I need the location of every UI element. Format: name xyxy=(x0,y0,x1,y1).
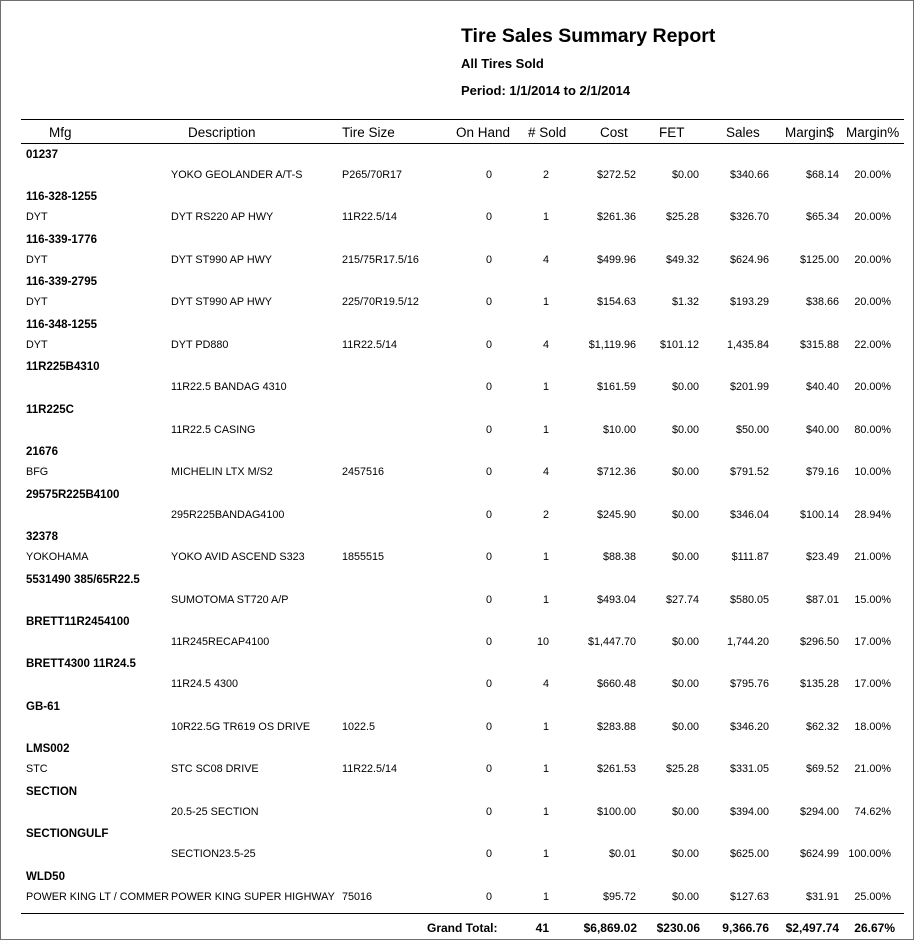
on-hand-cell: 0 xyxy=(485,466,492,479)
tire-size-cell: 225/70R19.5/12 xyxy=(342,296,419,309)
description-cell: DYT PD880 xyxy=(171,338,229,351)
sales-cell: 1,744.20 xyxy=(726,636,769,648)
table-row xyxy=(1,339,915,354)
cost-cell: $261.36 xyxy=(596,211,636,224)
mfg-cell: DYT xyxy=(26,211,48,224)
table-row xyxy=(1,636,915,651)
margin-percent-cell: 80.00% xyxy=(854,423,891,436)
table-row xyxy=(1,551,915,566)
description-cell: 11R22.5 CASING xyxy=(171,423,256,436)
group-header: 29575R225B4100 xyxy=(26,488,120,501)
mfg-cell: POWER KING LT / COMMER xyxy=(26,890,169,903)
col-header-mfg: Mfg xyxy=(49,125,72,140)
description-cell: SUMOTOMA ST720 A/P xyxy=(171,593,289,606)
margin-percent-cell: 25.00% xyxy=(854,890,891,903)
table-row xyxy=(1,509,915,524)
sold-cell: 1 xyxy=(542,551,549,563)
sold-cell: 1 xyxy=(542,593,549,606)
on-hand-cell: 0 xyxy=(485,169,492,181)
on-hand-cell: 0 xyxy=(485,593,492,606)
fet-cell: $0.00 xyxy=(671,805,699,818)
tire-size-cell: 75016 xyxy=(342,890,373,903)
tire-size-cell: P265/70R17 xyxy=(342,169,403,181)
tire-size-cell: 215/75R17.5/16 xyxy=(342,253,419,266)
sold-cell: 1 xyxy=(542,296,549,309)
col-header-margin-percent: Margin% xyxy=(846,125,900,140)
margin-percent-cell: 17.00% xyxy=(854,636,891,648)
sales-cell: $625.00 xyxy=(729,848,769,861)
on-hand-cell: 0 xyxy=(485,636,492,648)
col-header-on-hand: On Hand xyxy=(456,125,511,140)
cost-cell: $10.00 xyxy=(602,423,636,436)
col-header-tire-size: Tire Size xyxy=(342,125,395,140)
sold-cell: 4 xyxy=(542,338,549,351)
on-hand-cell: 0 xyxy=(485,551,492,563)
cost-cell: $660.48 xyxy=(596,678,636,691)
sales-cell: $326.70 xyxy=(729,211,769,224)
table-row xyxy=(1,891,915,906)
col-header-description: Description xyxy=(188,125,256,140)
sold-cell: 4 xyxy=(542,678,549,691)
sold-cell: 1 xyxy=(542,211,549,224)
fet-cell: $49.32 xyxy=(665,253,699,266)
margin-cell: $296.50 xyxy=(799,636,839,648)
on-hand-cell: 0 xyxy=(485,423,492,436)
sales-cell: $111.87 xyxy=(731,551,769,563)
on-hand-cell: 0 xyxy=(485,848,492,861)
mfg-cell: DYT xyxy=(26,296,48,309)
on-hand-cell: 0 xyxy=(485,678,492,691)
group-header: 116-339-1776 xyxy=(26,233,97,246)
sold-cell: 1 xyxy=(542,848,549,861)
cost-cell: $88.38 xyxy=(602,551,636,563)
cost-cell: $161.59 xyxy=(596,381,636,394)
margin-percent-cell: 21.00% xyxy=(854,551,891,563)
on-hand-cell: 0 xyxy=(485,720,492,733)
cost-cell: $272.52 xyxy=(596,169,636,181)
tire-size-cell: 1855515 xyxy=(342,551,385,563)
group-header: 01237 xyxy=(26,149,58,161)
mfg-cell: DYT xyxy=(26,338,48,351)
mfg-cell: DYT xyxy=(26,253,48,266)
group-header: WLD50 xyxy=(26,870,65,883)
tire-size-cell: 11R22.5/14 xyxy=(342,338,398,351)
sold-cell: 1 xyxy=(542,805,549,818)
margin-cell: $135.28 xyxy=(799,678,839,691)
on-hand-cell: 0 xyxy=(485,296,492,309)
grand-total-rule xyxy=(21,913,904,914)
grand-total-sold: 41 xyxy=(535,921,549,935)
margin-cell: $87.01 xyxy=(805,593,839,606)
on-hand-cell: 0 xyxy=(485,381,492,394)
margin-percent-cell: 20.00% xyxy=(854,253,891,266)
description-cell: YOKO GEOLANDER A/T-S xyxy=(171,169,303,181)
mfg-cell: YOKOHAMA xyxy=(26,551,89,563)
cost-cell: $261.53 xyxy=(596,763,636,776)
margin-cell: $40.00 xyxy=(805,423,839,436)
group-header: LMS002 xyxy=(26,743,70,756)
table-row xyxy=(1,721,915,736)
col-header-sold: # Sold xyxy=(528,125,567,140)
description-cell: YOKO AVID ASCEND S323 xyxy=(171,551,305,563)
group-header: 116-348-1255 xyxy=(26,318,97,331)
tire-size-cell: 11R22.5/14 xyxy=(342,211,398,224)
table-row xyxy=(1,254,915,269)
sales-cell: $580.05 xyxy=(729,593,769,606)
sold-cell: 4 xyxy=(542,466,549,479)
margin-percent-cell: 100.00% xyxy=(848,848,891,861)
margin-percent-cell: 17.00% xyxy=(854,678,891,691)
fet-cell: $101.12 xyxy=(659,338,699,351)
table-row xyxy=(1,424,915,439)
fet-cell: $25.28 xyxy=(665,211,699,224)
table-row xyxy=(1,806,915,821)
cost-cell: $95.72 xyxy=(602,890,636,903)
fet-cell: $1.32 xyxy=(671,296,699,309)
table-row xyxy=(1,763,915,778)
group-header: 116-328-1255 xyxy=(26,191,97,204)
sold-cell: 4 xyxy=(542,253,549,266)
table-row xyxy=(1,466,915,481)
header-bottom-rule xyxy=(21,143,904,144)
group-header: 11R225C xyxy=(26,403,74,416)
description-cell: MICHELIN LTX M/S2 xyxy=(171,466,273,479)
group-header: 116-339-2795 xyxy=(26,276,97,289)
fet-cell: $27.74 xyxy=(665,593,699,606)
grand-total-label: Grand Total: xyxy=(427,921,498,935)
margin-cell: $624.99 xyxy=(799,848,839,861)
on-hand-cell: 0 xyxy=(485,763,492,776)
margin-cell: $38.66 xyxy=(805,296,839,309)
group-header: SECTION xyxy=(26,785,78,798)
fet-cell: $0.00 xyxy=(671,169,699,181)
description-cell: 11R22.5 BANDAG 4310 xyxy=(171,381,287,394)
fet-cell: $25.28 xyxy=(665,763,699,776)
group-header: BRETT11R2454100 xyxy=(26,616,130,628)
on-hand-cell: 0 xyxy=(485,338,492,351)
sales-cell: $201.99 xyxy=(729,381,769,394)
description-cell: 10R22.5G TR619 OS DRIVE xyxy=(171,720,311,733)
tire-size-cell: 1022.5 xyxy=(342,720,376,733)
cost-cell: $493.04 xyxy=(596,593,636,606)
tire-size-cell: 2457516 xyxy=(342,466,385,479)
cost-cell: $712.36 xyxy=(596,466,636,479)
margin-cell: $69.52 xyxy=(805,763,839,776)
sales-cell: $127.63 xyxy=(729,890,769,903)
mfg-cell: BFG xyxy=(26,466,49,479)
fet-cell: $0.00 xyxy=(671,720,699,733)
group-header: BRETT4300 11R24.5 xyxy=(26,658,136,671)
margin-cell: $79.16 xyxy=(805,466,839,479)
col-header-cost: Cost xyxy=(600,125,628,140)
sales-cell: $346.20 xyxy=(729,720,769,733)
table-row xyxy=(1,381,915,396)
on-hand-cell: 0 xyxy=(485,253,492,266)
group-header: 11R225B4310 xyxy=(26,361,100,374)
sales-cell: $624.96 xyxy=(729,253,769,266)
grand-total-fet: $230.06 xyxy=(656,921,700,935)
group-header: 5531490 385/65R22.5 xyxy=(26,573,140,586)
margin-cell: $62.32 xyxy=(805,720,839,733)
grand-total-margin: $2,497.74 xyxy=(785,921,839,935)
grand-total-cost: $6,869.02 xyxy=(583,921,637,935)
sales-cell: $50.00 xyxy=(735,423,769,436)
report-period: Period: 1/1/2014 to 2/1/2014 xyxy=(461,83,631,98)
table-row xyxy=(1,296,915,311)
on-hand-cell: 0 xyxy=(485,508,492,521)
margin-percent-cell: 74.62% xyxy=(854,805,891,818)
margin-cell: $294.00 xyxy=(799,805,839,818)
margin-percent-cell: 15.00% xyxy=(854,593,891,606)
margin-cell: $125.00 xyxy=(799,253,839,266)
table-row xyxy=(1,594,915,609)
sales-cell: $394.00 xyxy=(729,805,769,818)
fet-cell: $0.00 xyxy=(671,381,699,394)
margin-percent-cell: 20.00% xyxy=(854,296,891,309)
margin-cell: $65.34 xyxy=(805,211,839,224)
margin-percent-cell: 18.00% xyxy=(854,720,891,733)
sales-cell: 1,435.84 xyxy=(726,338,769,351)
description-cell: POWER KING SUPER HIGHWAY xyxy=(171,890,335,903)
sold-cell: 2 xyxy=(542,508,549,521)
margin-cell: $68.14 xyxy=(805,169,839,181)
on-hand-cell: 0 xyxy=(485,890,492,903)
grand-total-sales: 9,366.76 xyxy=(722,921,769,935)
fet-cell: $0.00 xyxy=(671,466,699,479)
margin-cell: $40.40 xyxy=(805,381,839,394)
margin-percent-cell: 20.00% xyxy=(854,381,891,394)
margin-percent-cell: 20.00% xyxy=(854,211,891,224)
header-top-rule xyxy=(21,119,904,120)
margin-percent-cell: 28.94% xyxy=(854,508,891,521)
cost-cell: $499.96 xyxy=(596,253,636,266)
col-header-sales: Sales xyxy=(726,125,760,140)
group-header: SECTIONGULF xyxy=(26,828,109,841)
report-subtitle: All Tires Sold xyxy=(461,56,544,71)
grand-total-margin-percent: 26.67% xyxy=(854,921,895,935)
cost-cell: $100.00 xyxy=(596,805,636,818)
fet-cell: $0.00 xyxy=(671,551,699,563)
sold-cell: 1 xyxy=(542,423,549,436)
margin-percent-cell: 22.00% xyxy=(854,338,891,351)
on-hand-cell: 0 xyxy=(485,211,492,224)
fet-cell: $0.00 xyxy=(671,508,699,521)
cost-cell: $154.63 xyxy=(596,296,636,309)
fet-cell: $0.00 xyxy=(671,636,699,648)
margin-cell: $315.88 xyxy=(799,338,839,351)
margin-cell: $100.14 xyxy=(799,508,839,521)
cost-cell: $245.90 xyxy=(596,508,636,521)
sales-cell: $340.66 xyxy=(729,169,769,181)
group-header: GB-61 xyxy=(26,700,60,713)
description-cell: 295R225BANDAG4100 xyxy=(171,508,285,521)
col-header-margin-dollars: Margin$ xyxy=(785,125,834,140)
description-cell: 11R245RECAP4100 xyxy=(171,636,270,648)
table-row xyxy=(1,211,915,226)
sales-cell: $346.04 xyxy=(729,508,769,521)
sold-cell: 1 xyxy=(542,763,549,776)
fet-cell: $0.00 xyxy=(671,678,699,691)
sales-cell: $331.05 xyxy=(729,763,769,776)
description-cell: 11R24.5 4300 xyxy=(171,678,239,691)
margin-cell: $31.91 xyxy=(805,890,839,903)
description-cell: DYT ST990 AP HWY xyxy=(171,296,273,309)
cost-cell: $0.01 xyxy=(608,848,636,861)
description-cell: STC SC08 DRIVE xyxy=(171,763,259,776)
margin-percent-cell: 20.00% xyxy=(854,169,891,181)
sold-cell: 1 xyxy=(542,720,549,733)
table-row xyxy=(1,678,915,693)
cost-cell: $283.88 xyxy=(596,720,636,733)
margin-cell: $23.49 xyxy=(805,551,839,563)
on-hand-cell: 0 xyxy=(485,805,492,818)
sales-cell: $795.76 xyxy=(729,678,769,691)
group-header: 32378 xyxy=(26,531,58,543)
table-row xyxy=(1,169,915,184)
fet-cell: $0.00 xyxy=(671,848,699,861)
margin-percent-cell: 10.00% xyxy=(854,466,891,479)
table-row xyxy=(1,848,915,863)
sold-cell: 10 xyxy=(536,636,549,648)
report-title: Tire Sales Summary Report xyxy=(461,25,716,47)
description-cell: DYT RS220 AP HWY xyxy=(171,211,274,224)
cost-cell: $1,447.70 xyxy=(587,636,636,648)
fet-cell: $0.00 xyxy=(671,423,699,436)
tire-size-cell: 11R22.5/14 xyxy=(342,763,398,776)
sales-cell: $193.29 xyxy=(729,296,769,309)
fet-cell: $0.00 xyxy=(671,890,699,903)
group-header: 21676 xyxy=(26,446,58,459)
description-cell: 20.5-25 SECTION xyxy=(171,805,259,818)
sales-cell: $791.52 xyxy=(729,466,769,479)
sold-cell: 2 xyxy=(542,169,549,181)
mfg-cell: STC xyxy=(26,763,48,776)
description-cell: SECTION23.5-25 xyxy=(171,848,256,861)
cost-cell: $1,119.96 xyxy=(588,338,636,351)
description-cell: DYT ST990 AP HWY xyxy=(171,253,273,266)
sold-cell: 1 xyxy=(542,381,549,394)
margin-percent-cell: 21.00% xyxy=(854,763,891,776)
sold-cell: 1 xyxy=(542,890,549,903)
col-header-fet: FET xyxy=(659,125,685,140)
